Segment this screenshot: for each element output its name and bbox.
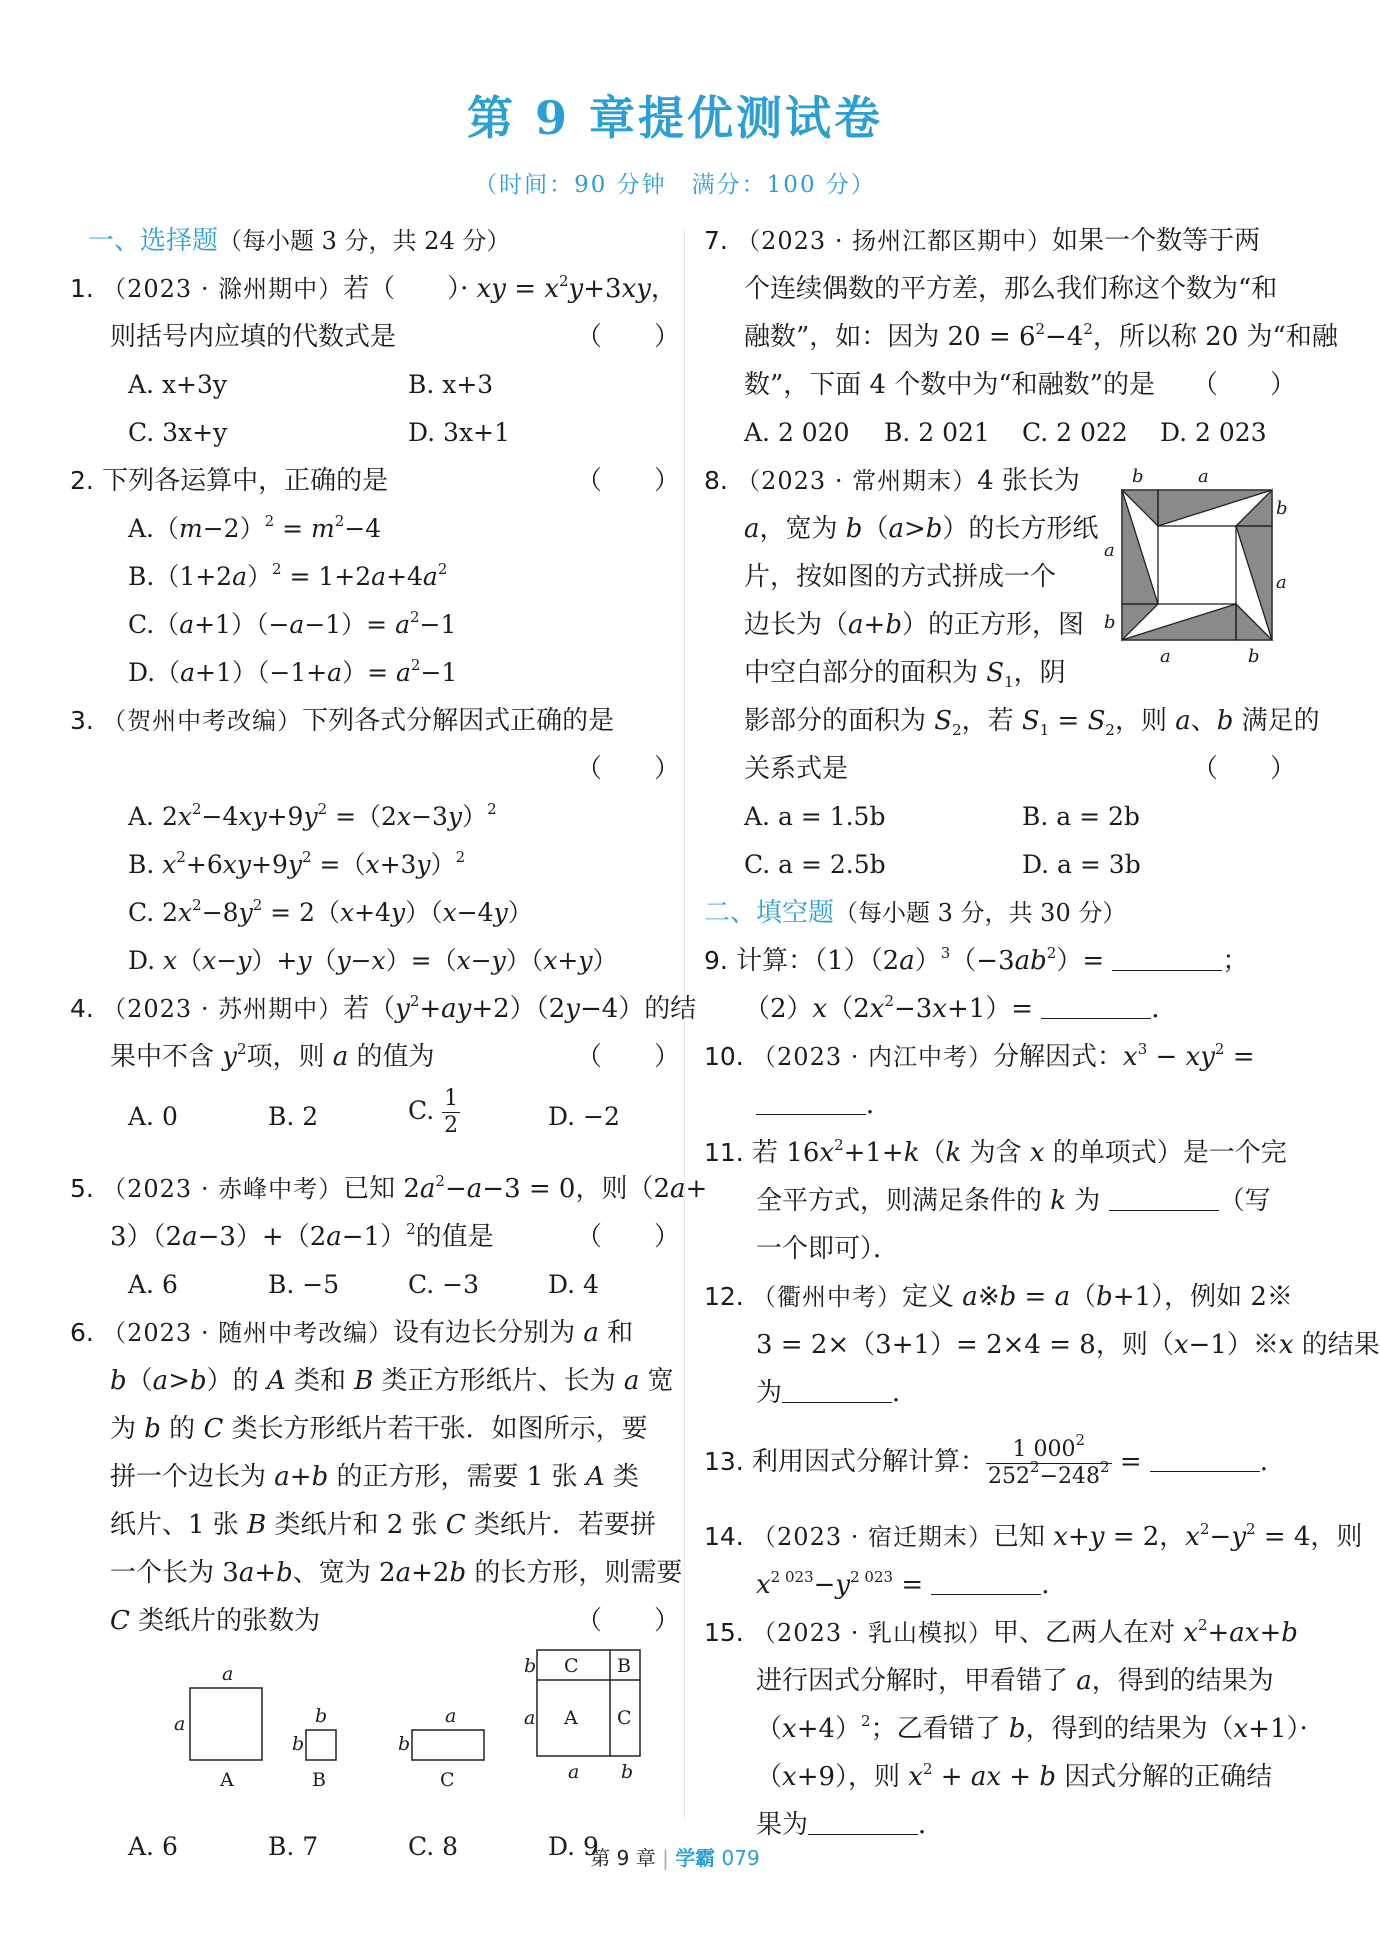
svg-text:A: A	[220, 1769, 234, 1791]
svg-text:B: B	[617, 1655, 631, 1677]
q2-option-c[interactable]: $C.(a+1)(-a-1)= a^2-1$	[128, 608, 457, 639]
q8-option-d[interactable]: D. a = 3b	[1022, 850, 1141, 879]
q6-option-c[interactable]: C. 8	[408, 1832, 459, 1861]
svg-text:b: b	[292, 1733, 305, 1755]
question-15: 15. （2023 · 乳山模拟）甲、乙两人在对 $x^2+ax+b$	[704, 1616, 1298, 1648]
q1-line-2: 则括号内应填的代数式是	[110, 322, 397, 352]
q8-number: 8.	[704, 466, 728, 495]
footer-chapter: 第 9 章	[590, 1846, 656, 1870]
svg-text:b: b	[315, 1705, 328, 1727]
q14-number: 14.	[704, 1522, 744, 1551]
question-6: 6. （2023 · 随州中考改编）设有边长分别为 a 和	[70, 1318, 634, 1348]
q1-option-a[interactable]: A. x+3y	[128, 370, 228, 399]
q7-option-a[interactable]: A. 2 020	[744, 418, 850, 447]
question-4: 4. （2023 · 苏州期中）若$(y^2+ay+2)(2y-4)$的结	[70, 992, 697, 1024]
q8-line-7: 关系式是	[744, 754, 849, 784]
q5-answer-blank[interactable]: （ ）	[576, 1222, 681, 1252]
section-2-title: 二、填空题	[704, 898, 835, 928]
q4-option-b[interactable]: B. 2	[268, 1102, 319, 1131]
q3-option-c[interactable]: C. $2x^2-8y^2 = 2(x+4y)(x-4y)$	[128, 896, 533, 927]
svg-text:a: a	[1160, 646, 1171, 667]
question-13: 13. 利用因式分解计算： $\frac{1 000^2}{252^2-248^2}$ = ．	[704, 1430, 1286, 1489]
q9-blank-2[interactable]	[1041, 994, 1151, 1019]
svg-text:b: b	[1276, 498, 1288, 519]
svg-text:b: b	[524, 1655, 537, 1677]
q7-answer-blank[interactable]: （ ）	[1192, 370, 1297, 400]
section-1-title: 一、选择题	[88, 226, 219, 256]
q2-number: 2.	[70, 466, 94, 495]
svg-text:C: C	[440, 1769, 455, 1791]
q15-line-2: 进行因式分解时，甲看错了 a，得到的结果为	[756, 1666, 1274, 1696]
fraction-one-half: $\frac{1}{2}$	[444, 1086, 459, 1138]
section-2-heading	[704, 896, 1126, 930]
svg-text:b: b	[621, 1761, 634, 1783]
q5-number: 5.	[70, 1174, 94, 1203]
q4-number: 4.	[70, 994, 94, 1023]
svg-text:b: b	[1248, 646, 1260, 667]
q9-line-2: $(2)x(2x^2-3x+1)=$ ．	[744, 992, 1178, 1024]
q6-answer-blank[interactable]: （ ）	[576, 1606, 681, 1636]
question-5: 5. （2023 · 赤峰中考）已知 $2a^2-a-3 = 0$，则（2a+	[70, 1172, 708, 1204]
square-b	[306, 1730, 336, 1760]
q1-answer-blank[interactable]: （ ）	[576, 322, 681, 352]
q12-number: 12.	[704, 1282, 744, 1311]
q5-option-d[interactable]: D. 4	[548, 1270, 599, 1299]
q8-line-3: 片，按如图的方式拼成一个	[744, 562, 1057, 592]
q6-line-6: 一个长为 3a+b、宽为 2a+2b 的长方形，则需要	[110, 1558, 683, 1588]
q12-line-2: 3 = 2×（3+1）= 2×4 = 8，则（x−1）※x 的结果	[756, 1330, 1380, 1360]
question-2	[70, 464, 388, 498]
svg-text:a: a	[1198, 466, 1209, 487]
question-11: 11. 若 $16x^2+1+k(k$ 为含 x 的单项式）是一个完	[704, 1136, 1287, 1168]
q15-line-5: 果为 ．	[756, 1810, 945, 1840]
q6-number: 6.	[70, 1318, 94, 1347]
q2-option-b[interactable]: $B.(1+2a)^2 = 1+2a+4a^2$	[128, 560, 448, 591]
q11-number: 11.	[704, 1138, 744, 1167]
svg-text:B: B	[312, 1769, 326, 1791]
question-7: 7. （2023 · 扬州江都区期中）如果一个数等于两	[704, 226, 1261, 256]
q6-line-5: 纸片、1 张 B 类纸片和 2 张 C 类纸片．若要拼	[110, 1510, 656, 1540]
q8-line-6: 影部分的面积为 $S_2$，若 $S_1 = S_2$，则 a、b 满足的	[744, 706, 1320, 739]
q7-line-3: 融数”，如：因为 $20 = 6^2-4^2$，所以称 20 为“和融	[744, 320, 1338, 352]
q3-stem: 下列各式分解因式正确的是	[302, 706, 615, 736]
q8-option-a[interactable]: A. a = 1.5b	[744, 802, 886, 831]
q2-answer-blank[interactable]: （ ）	[576, 466, 681, 496]
q7-option-d[interactable]: D. 2 023	[1160, 418, 1267, 447]
q6-option-d[interactable]: D. 9	[548, 1832, 599, 1861]
q3-source: （贺州中考改编）	[102, 707, 303, 735]
q7-source: （2023 · 扬州江都区期中）	[736, 227, 1053, 255]
q5-option-a[interactable]: A. 6	[128, 1270, 178, 1299]
page-number: 079	[721, 1846, 760, 1870]
question-12: 12. （衢州中考）定义 a※b = a（b+1），例如 2※	[704, 1282, 1293, 1312]
question-3	[70, 704, 614, 738]
q2-option-a[interactable]: $A.(m-2)^2 = m^2-4$	[128, 512, 382, 543]
svg-text:a: a	[445, 1705, 457, 1727]
section-2-note: （每小题 3 分，共 30 分）	[834, 899, 1127, 927]
q5-source: （2023 · 赤峰中考）	[102, 1175, 344, 1203]
q7-line-4: 数”，下面 4 个数中为“和融数”的是	[744, 370, 1155, 400]
q5-option-c[interactable]: C. −3	[408, 1270, 479, 1299]
q10-blank[interactable]	[756, 1090, 866, 1115]
question-8: 8. （2023 · 常州期末）4 张长为	[704, 466, 1080, 496]
question-14: 14. （2023 · 宿迁期末）已知 x+y = 2，$x^2-y^2 = 4$，则	[704, 1520, 1363, 1552]
q12-line-3: 为 ．	[756, 1378, 919, 1408]
q4-answer-blank[interactable]: （ ）	[576, 1042, 681, 1072]
q6-line-2: b（a>b）的 A 类和 B 类正方形纸片、长为 a 宽	[110, 1366, 674, 1396]
q3-option-d[interactable]: D. x（x−y）+y（y−x）=（x−y）（x+y）	[128, 946, 618, 975]
svg-text:b: b	[1132, 466, 1144, 487]
q13-number: 13.	[704, 1447, 744, 1476]
svg-text:a: a	[524, 1707, 536, 1729]
q15-line-3: $(x+4)^2$；乙看错了 b，得到的结果为（x+1）·	[756, 1712, 1308, 1744]
q6-source: （2023 · 随州中考改编）	[102, 1319, 394, 1347]
q6-line-7: C 类纸片的张数为	[110, 1606, 321, 1636]
q3-answer-blank[interactable]: （ ）	[576, 754, 681, 784]
svg-text:a: a	[1104, 540, 1115, 561]
q2-option-d[interactable]: $D.(a+1)(-1+a)= a^2-1$	[128, 656, 458, 687]
svg-text:a: a	[1276, 572, 1287, 593]
q5-option-b[interactable]: B. −5	[268, 1270, 340, 1299]
q4-option-c[interactable]: C. $\frac{1}{2}$	[408, 1086, 459, 1138]
rect-c	[412, 1730, 484, 1760]
svg-text:a: a	[222, 1663, 234, 1685]
q7-option-b[interactable]: B. 2 021	[884, 418, 990, 447]
section-1-heading	[88, 224, 510, 258]
q11-line-3: 一个即可）．	[756, 1234, 900, 1264]
q8-line-5: 中空白部分的面积为 $S_1$，阴	[744, 658, 1066, 691]
q6-option-b[interactable]: B. 7	[268, 1832, 319, 1861]
svg-text:A: A	[564, 1707, 578, 1729]
q5-line-2: $3)(2a-3)+(2a-1)^2$的值是	[110, 1220, 494, 1252]
q13-fraction: $\frac{1 000^2}{252^2-248^2}$	[988, 1430, 1110, 1489]
q3-number: 3.	[70, 706, 94, 735]
footer-brand: 学霸	[675, 1846, 716, 1870]
q7-option-c[interactable]: C. 2 022	[1022, 418, 1128, 447]
q4-option-a[interactable]: A. 0	[128, 1102, 178, 1131]
q3-option-b[interactable]: B. $x^2+6xy+9y^2 =(x+3y)^2$	[128, 848, 466, 879]
q1-option-d[interactable]: D. 3x+1	[408, 418, 510, 447]
q9-blank-1[interactable]	[1112, 946, 1222, 971]
page-subtitle: （时间：90 分钟 满分：100 分）	[474, 172, 876, 198]
question-1: 1. （2023 · 滁州期中）若（ ）· xy = $x^2y+3xy$，	[70, 272, 677, 304]
svg-text:a: a	[174, 1713, 186, 1735]
q9-number: 9.	[704, 946, 728, 975]
svg-text:C: C	[617, 1707, 632, 1729]
q11-line-2: 全平方式，则满足条件的 k 为 （写	[756, 1186, 1271, 1216]
q12-blank[interactable]	[782, 1378, 892, 1403]
q15-number: 15.	[704, 1618, 744, 1647]
q1-option-c[interactable]: C. 3x+y	[128, 418, 228, 447]
q10-number: 10.	[704, 1042, 744, 1071]
q4-option-d[interactable]: D. −2	[548, 1102, 620, 1131]
q7-line-2: 个连续偶数的平方差，那么我们称这个数为“和	[744, 274, 1278, 304]
q8-figure	[1098, 466, 1288, 666]
svg-text:C: C	[564, 1655, 579, 1677]
q3-option-a[interactable]: A. $2x^2-4xy+9y^2 =(2x-3y)^2$	[128, 800, 497, 831]
page-footer: 第 9 章 | 学霸 079	[590, 1846, 760, 1870]
q8-line-4: 边长为（a+b）的正方形，图	[744, 610, 1084, 640]
q4-source: （2023 · 苏州期中）	[102, 995, 344, 1023]
svg-text:a: a	[568, 1761, 580, 1783]
q6-figure	[150, 1650, 670, 1800]
section-1-note: （每小题 3 分，共 24 分）	[218, 227, 511, 255]
q6-line-3: 为 b 的 C 类长方形纸片若干张．如图所示，要	[110, 1414, 648, 1444]
square-a	[190, 1688, 262, 1760]
q1-option-b[interactable]: B. x+3	[408, 370, 494, 399]
q8-option-c[interactable]: C. a = 2.5b	[744, 850, 886, 879]
svg-text:b: b	[398, 1733, 411, 1755]
q15-line-4: （x+9），则 $x^2$ + ax + b 因式分解的正确结	[756, 1760, 1273, 1792]
q10-line-2: ．	[756, 1088, 892, 1122]
q4-line-2: 果中不含 $y^2$项，则 a 的值为	[110, 1040, 435, 1072]
q14-line-2: $x^{2 023}-y^{2 023}$ = ．	[756, 1568, 1068, 1600]
q2-stem: 下列各运算中，正确的是	[102, 466, 389, 496]
q8-option-b[interactable]: B. a = 2b	[1022, 802, 1140, 831]
question-9: 9. 计算：$(1)(2a)^3(-3ab^2)=$ ；	[704, 944, 1249, 976]
q6-line-4: 拼一个边长为 a+b 的正方形，需要 1 张 A 类	[110, 1462, 639, 1492]
q15-source: （2023 · 乳山模拟）	[752, 1619, 993, 1647]
svg-text:b: b	[1104, 612, 1116, 633]
q13-blank[interactable]	[1150, 1447, 1260, 1472]
q14-blank[interactable]	[931, 1570, 1041, 1595]
q6-option-a[interactable]: A. 6	[128, 1832, 178, 1861]
q15-blank[interactable]	[808, 1810, 918, 1835]
q12-source: （衢州中考）	[752, 1283, 903, 1311]
q10-source: （2023 · 内江中考）	[752, 1043, 993, 1071]
q1-number: 1.	[70, 274, 94, 303]
q8-answer-blank[interactable]: （ ）	[1192, 754, 1297, 784]
page-title: 第 9 章提优测试卷	[466, 91, 884, 145]
q8-line-2: a，宽为 b（a>b）的长方形纸	[744, 514, 1099, 544]
question-10: 10. （2023 · 内江中考）分解因式：$x^3 - xy^2$ =	[704, 1040, 1255, 1072]
q14-source: （2023 · 宿迁期末）	[752, 1523, 993, 1551]
q7-number: 7.	[704, 226, 728, 255]
q11-blank[interactable]	[1109, 1186, 1219, 1211]
q1-source: （2023 · 滁州期中）	[102, 275, 344, 303]
q8-source: （2023 · 常州期末）	[736, 467, 978, 495]
